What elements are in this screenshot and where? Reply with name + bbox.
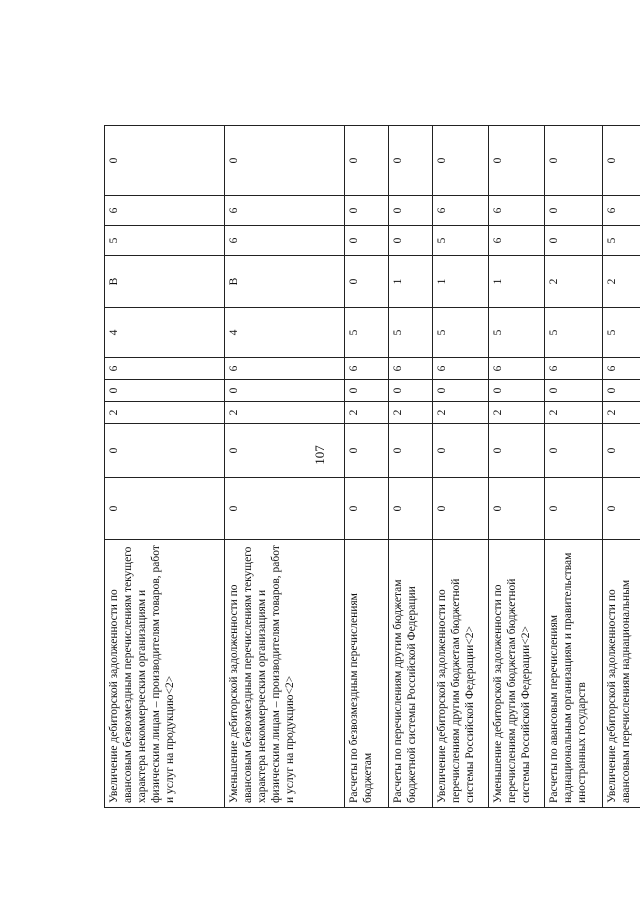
row-code-cell: 0: [105, 380, 225, 402]
row-code-cell: 0: [489, 424, 545, 478]
row-code-cell: 0: [345, 196, 389, 226]
row-code-cell: 5: [433, 308, 489, 358]
row-code-cell: 0: [489, 126, 545, 196]
table-row: [433, 126, 489, 808]
row-code-cell: 5: [603, 226, 640, 256]
row-code-cell: В: [225, 256, 345, 308]
row-code-cell: 0: [105, 126, 225, 196]
row-code-cell: 0: [105, 424, 225, 478]
row-description: Расчеты по авансовым перечислениям наднациональным организациям и правительствам иностранных государств: [545, 540, 603, 808]
row-code-cell: 0: [225, 380, 345, 402]
row-code-cell: 0: [545, 126, 603, 196]
row-code-cell: 0: [603, 478, 640, 540]
row-code-cell: 2: [603, 256, 640, 308]
row-code-cell: 0: [345, 126, 389, 196]
row-code-cell: 1: [433, 256, 489, 308]
row-code-cell: 6: [489, 196, 545, 226]
row-code-cell: 2: [545, 256, 603, 308]
row-code-cell: 0: [433, 424, 489, 478]
row-code-cell: 5: [345, 308, 389, 358]
row-code-cell: 6: [489, 358, 545, 380]
row-code-cell: 5: [389, 308, 433, 358]
row-code-cell: 0: [545, 424, 603, 478]
table-row: [389, 126, 433, 808]
row-code-cell: 6: [545, 358, 603, 380]
row-description: Увеличение дебиторской задолженности по перечислениям другим бюджетам бюджетной системы Российской Федерации<2>: [433, 540, 489, 808]
row-code-cell: 6: [105, 358, 225, 380]
row-code-cell: 6: [345, 358, 389, 380]
row-code-cell: 2: [105, 402, 225, 424]
row-code-cell: 6: [389, 358, 433, 380]
row-description: Увеличение дебиторской задолженности по авансовым перечислениям наднациональным: [603, 540, 640, 808]
row-code-cell: 0: [225, 478, 345, 540]
row-code-cell: 0: [545, 226, 603, 256]
row-code-cell: 6: [489, 226, 545, 256]
row-code-cell: 0: [345, 478, 389, 540]
row-code-cell: В: [105, 256, 225, 308]
row-code-cell: 0: [389, 196, 433, 226]
row-code-cell: 6: [105, 196, 225, 226]
page-number: 107: [312, 445, 327, 465]
row-code-cell: 4: [105, 308, 225, 358]
row-code-cell: 0: [545, 380, 603, 402]
row-code-cell: 0: [433, 126, 489, 196]
table-row: [225, 126, 345, 808]
row-code-cell: 2: [433, 402, 489, 424]
row-code-cell: 0: [345, 226, 389, 256]
row-code-cell: 0: [545, 196, 603, 226]
row-code-cell: 0: [489, 380, 545, 402]
row-code-cell: 6: [433, 196, 489, 226]
row-code-cell: 4: [225, 308, 345, 358]
row-code-cell: 1: [489, 256, 545, 308]
row-code-cell: 0: [603, 424, 640, 478]
row-code-cell: 0: [603, 126, 640, 196]
row-code-cell: 1: [389, 256, 433, 308]
row-code-cell: 0: [433, 380, 489, 402]
row-description: Расчеты по перечислениям другим бюджетам бюджетной системы Российской Федерации: [389, 540, 433, 808]
row-code-cell: 0: [105, 478, 225, 540]
row-code-cell: 0: [603, 380, 640, 402]
row-code-cell: 2: [545, 402, 603, 424]
row-code-cell: 5: [545, 308, 603, 358]
table-container: [104, 126, 632, 808]
row-description: Уменьшение дебиторской задолженности по перечислениям другим бюджетам бюджетной системы Российской Федерации<2>: [489, 540, 545, 808]
row-code-cell: 2: [603, 402, 640, 424]
row-code-cell: 5: [603, 308, 640, 358]
row-description: Уменьшение дебиторской задолженности по авансовым безвозмездным перечислениям текущего характера некоммерческим организациям и физическим лицам – производителям товаров, работ и услуг на продукцию<2>: [225, 540, 345, 808]
table-row: [345, 126, 389, 808]
row-code-cell: 5: [489, 308, 545, 358]
row-code-cell: 6: [433, 358, 489, 380]
table-body: [105, 126, 640, 808]
table-row: [603, 126, 640, 808]
row-code-cell: 0: [389, 126, 433, 196]
row-code-cell: 0: [225, 424, 345, 478]
row-code-cell: 0: [225, 126, 345, 196]
row-code-cell: 6: [603, 196, 640, 226]
row-code-cell: 2: [489, 402, 545, 424]
row-code-cell: 0: [389, 380, 433, 402]
row-code-cell: 0: [345, 380, 389, 402]
row-code-cell: 0: [345, 424, 389, 478]
row-code-cell: 0: [345, 256, 389, 308]
row-code-cell: 5: [105, 226, 225, 256]
table-row: [105, 126, 225, 808]
table-row: [489, 126, 545, 808]
row-code-cell: 6: [225, 196, 345, 226]
accounts-table: [104, 125, 640, 808]
row-code-cell: 0: [389, 478, 433, 540]
row-description: Увеличение дебиторской задолженности по авансовым безвозмездным перечислениям текущего характера некоммерческим организациям и физическим лицам – производителям товаров, работ и услуг на продукцию<2>: [105, 540, 225, 808]
row-code-cell: 6: [225, 358, 345, 380]
row-code-cell: 0: [489, 478, 545, 540]
table-row: [545, 126, 603, 808]
row-code-cell: 5: [433, 226, 489, 256]
row-code-cell: 2: [225, 402, 345, 424]
row-code-cell: 6: [603, 358, 640, 380]
row-code-cell: 2: [345, 402, 389, 424]
row-code-cell: 0: [545, 478, 603, 540]
row-description: Расчеты по безвозмездным перечислениям бюджетам: [345, 540, 389, 808]
row-code-cell: 6: [225, 226, 345, 256]
row-code-cell: 2: [389, 402, 433, 424]
row-code-cell: 0: [389, 226, 433, 256]
row-code-cell: 0: [433, 478, 489, 540]
row-code-cell: 0: [389, 424, 433, 478]
